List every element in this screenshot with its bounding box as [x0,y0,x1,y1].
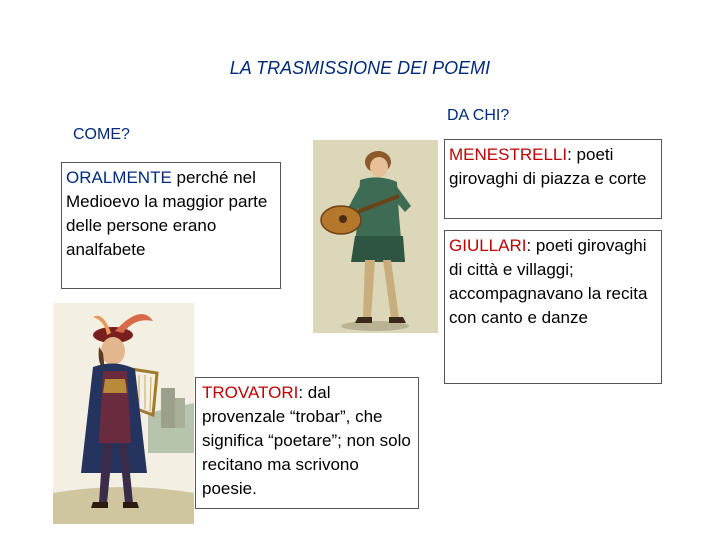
minstrel-with-lute-illustration [313,140,438,333]
giullari-keyword: GIULLARI [449,236,527,255]
page-title: LA TRASMISSIONE DEI POEMI [229,58,491,78]
trovatori-keyword: TROVATORI [202,383,299,402]
come-heading: COME? [73,126,130,143]
oralmente-box [61,162,281,289]
menestrelli-text: : poeti girovaghi di piazza e corte [449,145,647,188]
trovatori-box [195,377,419,509]
trovatori-text: : dal provenzale “trobar”, che significa “poetare”; non solo recitano ma scrivono poesie. [202,383,411,498]
giullari-text: : poeti girovaghi di città e villaggi; accompagnavano la recita con canto e danze [449,236,648,327]
giullari-box [444,230,662,384]
troubadour-with-harp-illustration [53,303,194,524]
oralmente-keyword: ORALMENTE [66,168,172,187]
oralmente-text: perché nel Medioevo la maggior parte delle persone erano analfabete [66,168,268,259]
menestrelli-box [444,139,662,219]
da-chi-heading: DA CHI? [447,107,510,124]
menestrelli-keyword: MENESTRELLI [449,145,568,164]
